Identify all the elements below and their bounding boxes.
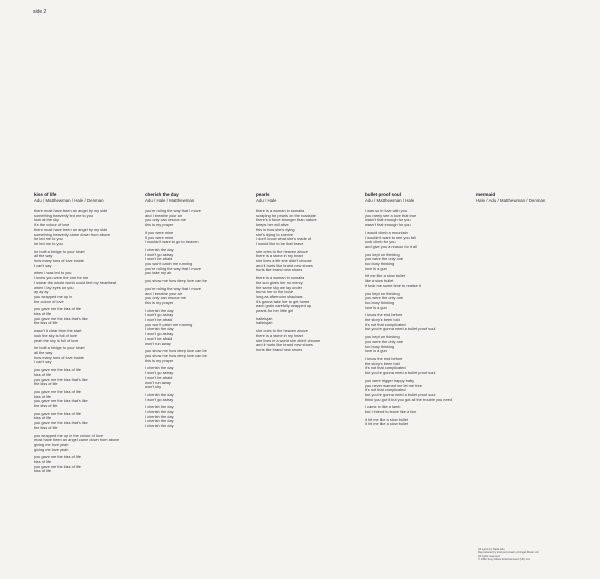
lyric-line: I cherish the day [145,413,174,419]
lyric-stanza [145,405,260,429]
lyric-stanza [256,250,371,274]
footer-note: Reproduced by kind permission of Angel Music Ltd [478,551,539,555]
footer-note: All rights reserved [478,554,500,558]
lyric-stanza [34,271,149,304]
lyric-line: hit me like a slow bullet [365,273,406,279]
lyric-line: there is a stone in my heart [256,332,303,338]
lyric-stanza [145,279,260,284]
lyric-line: love is a gun [365,348,387,354]
lyric-line: too busy thinking [365,343,395,349]
lyric-line: must have been an angel came down from above [34,437,120,443]
lyric-line: look the sky is full of love [34,332,78,338]
lyric-line: you were the only one [365,338,404,344]
lyric-stanza [145,309,260,347]
lyric-line: it's the colour of love [34,222,70,228]
lyric-stanza [34,368,149,387]
lyric-line: it's not that complicated [365,321,406,327]
lyric-line: you gave me the kiss that's like [34,398,88,404]
lyric-line: I can't say [34,359,52,365]
lyric-line: you only can rescue me [145,295,187,301]
footer-notes [478,548,588,562]
lyric-line: ay ay ay [34,289,49,295]
lyric-line: I cherish the day [145,409,174,415]
lyric-line: you never warned me let me free [365,382,422,388]
lyrics-column [145,192,260,432]
lyric-line: too busy thinking [365,261,395,267]
lyric-line: he built a bridge to your heart [34,248,85,254]
side-label: side 2 [33,9,47,15]
lyric-line: something heavenly came down from above [34,231,111,237]
lyric-line: I cherish the day [145,246,174,252]
lyric-line: love is a gun [365,265,387,271]
lyric-line: you kept on thinking [365,290,400,296]
lyric-line: you gave me the kiss of life [34,367,81,373]
lyric-line: you were trigger happy baby [365,377,415,383]
lyric-stanza [34,390,149,409]
lyric-line: you show me how deep love can be [145,278,207,284]
lyric-line: wasn't that enough for you [365,217,411,223]
lyric-line: you gave me the kiss that's like [34,420,88,426]
lyric-line: the kiss of life [34,320,58,326]
lyric-line: this is my prayer [145,222,174,228]
lyric-line: each grain carefully wrapped up [256,303,312,309]
lyric-line: kiss of life [34,468,52,474]
lyric-line: I won't be afraid [145,335,173,341]
lyric-stanza [34,209,149,247]
lyric-stanza [365,313,480,332]
lyric-line: wasn't it clear from the start [34,328,82,334]
lyric-line: it hit me like a slow bullet [365,416,409,422]
lyric-stanza [145,349,260,363]
lyric-line: hurts like brand new shoes [256,346,303,352]
lyric-line: you show me how deep love can be [145,348,207,354]
lyric-stanza [365,274,480,288]
lyric-line: there must have been an angel by my side [34,208,108,213]
lyric-line: like a slow bullet [365,278,394,284]
lyric-line: the sun gives her no mercy [256,279,303,285]
lyric-line: I cherish the day [145,391,174,397]
lyrics-column [476,192,591,209]
lyric-line: you're ruling the way that I move [145,285,201,291]
lyric-line: I cherish the day [145,365,174,371]
lyric-line: this is my prayer [145,357,174,363]
lyric-line: I came in like a lamb [365,404,401,410]
lyric-line: you wrapped me up in the colour of love [34,432,103,438]
lyric-line: all the way [34,253,53,259]
lyric-line: you gave me the kiss that's like [34,376,88,382]
lyric-line: kiss of life [34,393,52,399]
lyric-stanza [365,418,480,427]
lyric-line: hallelujah [256,320,273,326]
lyric-stanza [34,250,149,269]
lyric-line: when I was led to you [34,270,72,276]
lyric-line: I would like to be that brave [256,240,304,246]
lyric-line: there is a woman in somalia [256,208,305,213]
lyric-line: I won't go astray [145,370,174,376]
lyric-stanza [34,307,149,326]
lyric-line: the kiss of life [34,403,58,409]
lyric-line: too busy thinking [365,299,395,305]
lyric-line: I cherish the day [145,423,174,429]
song-title: cherish the day [145,192,179,197]
lyric-line: hallelujah [256,315,273,321]
lyric-line: you kept on thinking [365,334,400,340]
lyric-line: but you're gonna need a bullet proof soul [365,391,436,397]
lyric-line: you show me how deep love can be [145,352,207,358]
lyric-line: you gave me the kiss of life [34,463,81,469]
lyric-line: you're ruling the way that I move [145,208,201,213]
lyric-line: I won't be afraid [145,374,173,380]
lyric-line: it's gonna take her to get home [256,298,310,304]
lyric-stanza [145,393,260,402]
lyric-line: I know the end before [365,355,403,361]
lyric-line: this is how she's dying [256,226,295,232]
footer-note: © 1992 Sony Music Entertainment (UK) Ltd [478,558,530,562]
lyric-line: she's dying to survive [256,231,294,237]
lyric-line: there's a force stronger than nature [256,217,317,223]
lyric-stanza [145,287,260,306]
lyric-stanza [34,329,149,343]
lyric-line: this is my prayer [145,299,174,305]
lyric-line: the story's been told [365,317,400,323]
lyric-line: it hit me like a slow bullet [365,421,409,427]
lyric-line: I was so in love with you [365,208,407,213]
lyric-stanza [365,231,480,250]
lyric-line: won't shy [145,384,162,390]
lyric-line: you were the only one [365,295,404,301]
lyric-stanza [365,335,480,354]
lyric-line: I wouldn't want to go to heaven [145,239,199,245]
lyric-line: I would climb a mountain [365,229,408,235]
lyric-line: the kiss of life [34,381,58,387]
lyric-line: I cherish the day [145,326,174,332]
lyric-line: you're ruling the way that I move [145,265,201,271]
lyric-line: she lives in a world she didn't choose [256,337,321,343]
lyrics-column [256,192,371,356]
lyric-line: something heavenly led me to you [34,212,94,218]
lyric-line: kiss of life [34,311,52,317]
lyric-stanza [145,248,260,276]
lyric-line: you gave me the kiss of life [34,388,81,394]
lyric-line: when I lay eyes on you [34,284,74,290]
lyric-line: there is a woman in somalia [256,275,305,281]
lyric-line: you gave me the kiss that's like [34,315,88,321]
lyric-line: and I breathe your air [145,212,182,218]
lyric-line: you kept on thinking [365,251,400,257]
lyric-line: I swear the whole world could feel my heartbeat [34,279,117,285]
lyric-line: she cries to the heaven above [256,248,308,254]
lyric-line: I cherish the day [145,307,174,313]
lyric-line: long as afternoon shadows [256,293,303,299]
lyric-stanza [365,379,480,403]
lyric-line: he led me to you [34,240,63,246]
song-credits: Hale / Adu / Matthewman / Denman [476,198,546,203]
lyric-line: but you're gonna need a bullet proof soul [365,370,436,376]
lyric-line: giving me love yeah [34,446,69,452]
lyric-line: I won't go astray [145,312,174,318]
lyric-line: he built a bridge to your heart [34,345,85,351]
lyric-line: I won't go astray [145,251,174,257]
footer-note: All Lyrics by Sade Adu [478,548,505,551]
lyric-line: and it hurts like brand new shoes [256,342,313,348]
lyric-line: but I intend to leave like a lion [365,409,417,415]
lyric-line: I knew you were the one for me [34,275,89,281]
lyric-line: there must have been an angel by my side [34,226,108,232]
lyric-line: if you were mine [145,229,174,235]
lyric-line: and it hurts like brand new shoes [256,262,313,268]
lyric-line: you won't catch me running [145,261,193,267]
lyric-line: think you got it but you got all the trouble you need [365,396,452,402]
lyric-line: love is a gun [365,304,387,310]
lyric-line: you only can rescue me [145,217,187,223]
lyric-line: the story's been told [365,360,400,366]
lyric-stanza [34,346,149,365]
lyric-line: if you were mine [145,234,174,240]
lyric-line: how many tons of love inside [34,258,84,264]
lyric-stanza [256,317,371,326]
lyric-line: it's not that complicated [365,387,406,393]
lyric-line: the same sky we lay under [256,284,303,290]
lyric-line: won't run away [145,340,171,346]
song-credits: Adu / Matthewman / Hale / Denman [34,198,104,203]
song-credits: Adu / Hale [256,198,277,203]
lyric-stanza [365,405,480,414]
lyric-line: the colour of love [34,298,64,304]
lyric-line: he led me to you [34,236,63,242]
lyric-line: you gave me the kiss of life [34,306,81,312]
lyric-line: burns her to the bone [256,289,293,295]
lyric-line: I can't say [34,262,52,268]
lyric-line: scraping for pearls on the roadside [256,212,316,218]
lyric-stanza [34,434,149,453]
lyric-stanza [145,209,260,228]
lyric-line: there is a stone in my heart [256,253,303,259]
lyric-line: I won't be afraid [145,256,173,262]
lyric-line: you wrapped me up in [34,293,73,299]
lyric-line: wasn't that enough for you [365,222,411,228]
lyrics-column [34,192,149,477]
lyric-stanza [365,357,480,376]
lyric-line: you rarely see a love that true [365,212,417,218]
lyric-stanza [365,209,480,228]
lyric-line: kiss of life [34,459,52,465]
song-title: pearls [256,192,270,197]
song-title: bullet proof soul [365,192,401,197]
lyric-line: rock climb for you [365,239,396,245]
lyric-line: look at the sky [34,217,59,223]
lyric-stanza [34,455,149,474]
lyric-line: she lives a life she didn't choose [256,258,312,264]
lyric-line: I won't go astray [145,396,174,402]
song-credits: Adu / Hale / Matthewman [145,198,195,203]
lyric-line: kiss of life [34,415,52,421]
lyric-stanza [365,253,480,272]
lyric-line: the kiss of life [34,424,58,430]
lyric-line: giving me love yeah [34,441,69,447]
lyric-line: I know the end before [365,312,403,318]
song-title: kiss of life [34,192,57,197]
lyric-line: you take my air [145,270,172,276]
lyric-line: I cherish the day [145,418,174,424]
lyric-line: it took me some time to realise it [365,282,421,288]
lyric-stanza [256,209,371,247]
lyric-line: how many tons of love inside [34,354,84,360]
lyric-line: you won't catch me running [145,321,193,327]
lyric-line: I don't know what she's made of [256,236,312,242]
lyric-line: yeah the sky is full of love [34,337,79,343]
lyric-line: won't run away [145,379,171,385]
lyric-line: and give you a reason for it all [365,243,417,249]
lyric-line: you gave me the kiss of life [34,410,81,416]
lyric-stanza [256,329,371,353]
lyric-line: keeps her will alive [256,222,289,228]
song-credits: Adu / Matthewman / Hale [365,198,415,203]
lyric-line: I won't be afraid [145,317,173,323]
lyric-stanza [145,366,260,390]
song-title: mermaid [476,192,496,197]
lyric-line: I won't go astray [145,331,174,337]
lyric-line: I wouldn't want to see you fall [365,234,416,240]
lyric-stanza [256,276,371,314]
lyric-stanza [34,412,149,431]
lyric-line: but you're gonna need a bullet proof soul [365,326,436,332]
lyric-line: she cries to the heaven above [256,328,308,334]
lyric-line: all the way [34,349,53,355]
lyric-line: it's not that complicated [365,365,406,371]
lyric-line: you were the only one [365,256,404,262]
lyric-stanza [145,231,260,245]
lyric-line: kiss of life [34,371,52,377]
lyric-line: and I breathe your air [145,290,182,296]
lyric-stanza [365,292,480,311]
lyrics-column [365,192,480,430]
lyric-line: you gave me the kiss of life [34,454,81,460]
lyric-line: pearls for her little girl [256,308,294,314]
lyric-line: hurts like brand new shoes [256,267,303,273]
lyric-line: I cherish the day [145,404,174,410]
